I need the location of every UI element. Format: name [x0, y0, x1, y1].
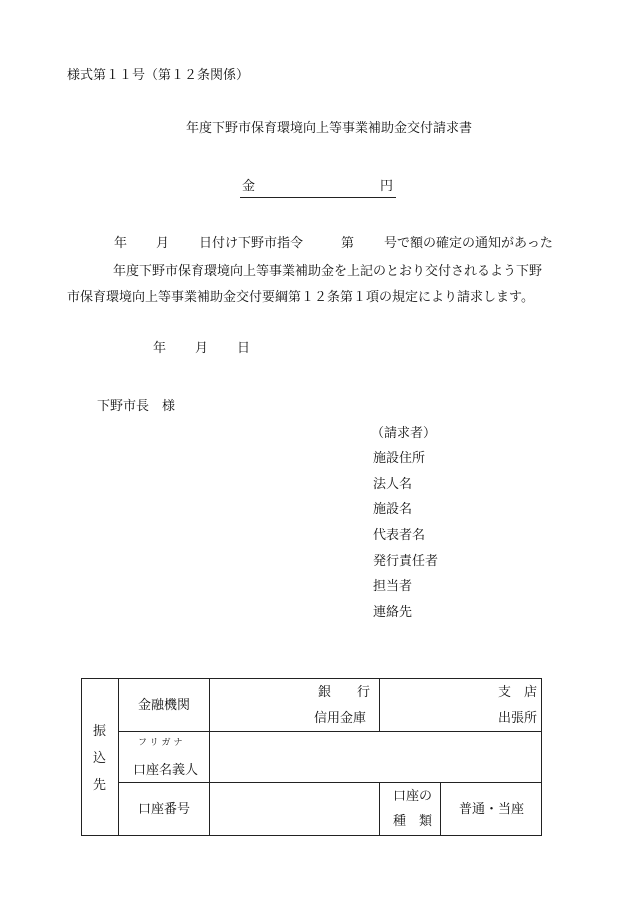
notice-dai: 第 [341, 236, 355, 251]
requester-field-facility: 施設名 [373, 502, 413, 517]
table-divider [118, 731, 541, 732]
date-month: 月 [195, 341, 209, 356]
requester-field-corp: 法人名 [373, 477, 413, 492]
side-label-1: 振 [93, 724, 107, 739]
side-label-3: 先 [93, 778, 107, 793]
notice-year: 年 [114, 236, 128, 251]
table-divider [118, 782, 541, 783]
requester-field-representative: 代表者名 [373, 528, 426, 543]
account-type-label-2: 種 類 [393, 814, 433, 829]
table-divider [440, 782, 441, 835]
institution-label: 金融機関 [138, 698, 191, 713]
date-day: 日 [237, 341, 251, 356]
bank-transfer-table [81, 678, 542, 836]
amount-prefix: 金 [242, 179, 256, 194]
addressee: 下野市長 様 [97, 399, 176, 414]
account-number-label: 口座番号 [138, 802, 191, 817]
account-type-value: 普通・当座 [459, 802, 525, 817]
requester-field-contact-person: 担当者 [373, 579, 413, 594]
furigana-label: フリガナ [138, 738, 186, 748]
requester-heading: （請求者） [371, 426, 437, 441]
amount-underline [240, 197, 396, 198]
table-divider [379, 679, 380, 731]
notice-rest: 号で額の確定の通知があった [384, 236, 553, 251]
requester-field-issuer: 発行責任者 [373, 554, 439, 569]
holder-label: 口座名義人 [133, 763, 199, 778]
requester-field-address: 施設住所 [373, 451, 426, 466]
document-title: 年度下野市保育環境向上等事業補助金交付請求書 [186, 121, 473, 136]
side-label-2: 込 [93, 751, 107, 766]
form-number: 様式第１１号（第１２条関係） [67, 68, 250, 83]
sub-branch-label: 出張所 [498, 711, 538, 726]
date-year: 年 [153, 341, 167, 356]
body-line-2: 年度下野市保育環境向上等事業補助金を上記のとおり交付されるよう下野 [113, 264, 543, 279]
amount-suffix: 円 [380, 179, 394, 194]
branch-label: 支 店 [498, 685, 538, 700]
table-divider [379, 782, 380, 835]
requester-field-contact: 連絡先 [373, 605, 413, 620]
bank-label: 銀 行 [318, 685, 371, 700]
notice-date-text: 日付け下野市指令 [199, 236, 304, 251]
shinkin-label: 信用金庫 [314, 711, 367, 726]
table-divider [209, 679, 210, 835]
notice-month: 月 [156, 236, 170, 251]
body-line-3: 市保育環境向上等事業補助金交付要綱第１２条第１項の規定により請求します。 [67, 290, 534, 305]
account-type-label-1: 口座の [393, 789, 433, 804]
table-divider [118, 679, 119, 835]
